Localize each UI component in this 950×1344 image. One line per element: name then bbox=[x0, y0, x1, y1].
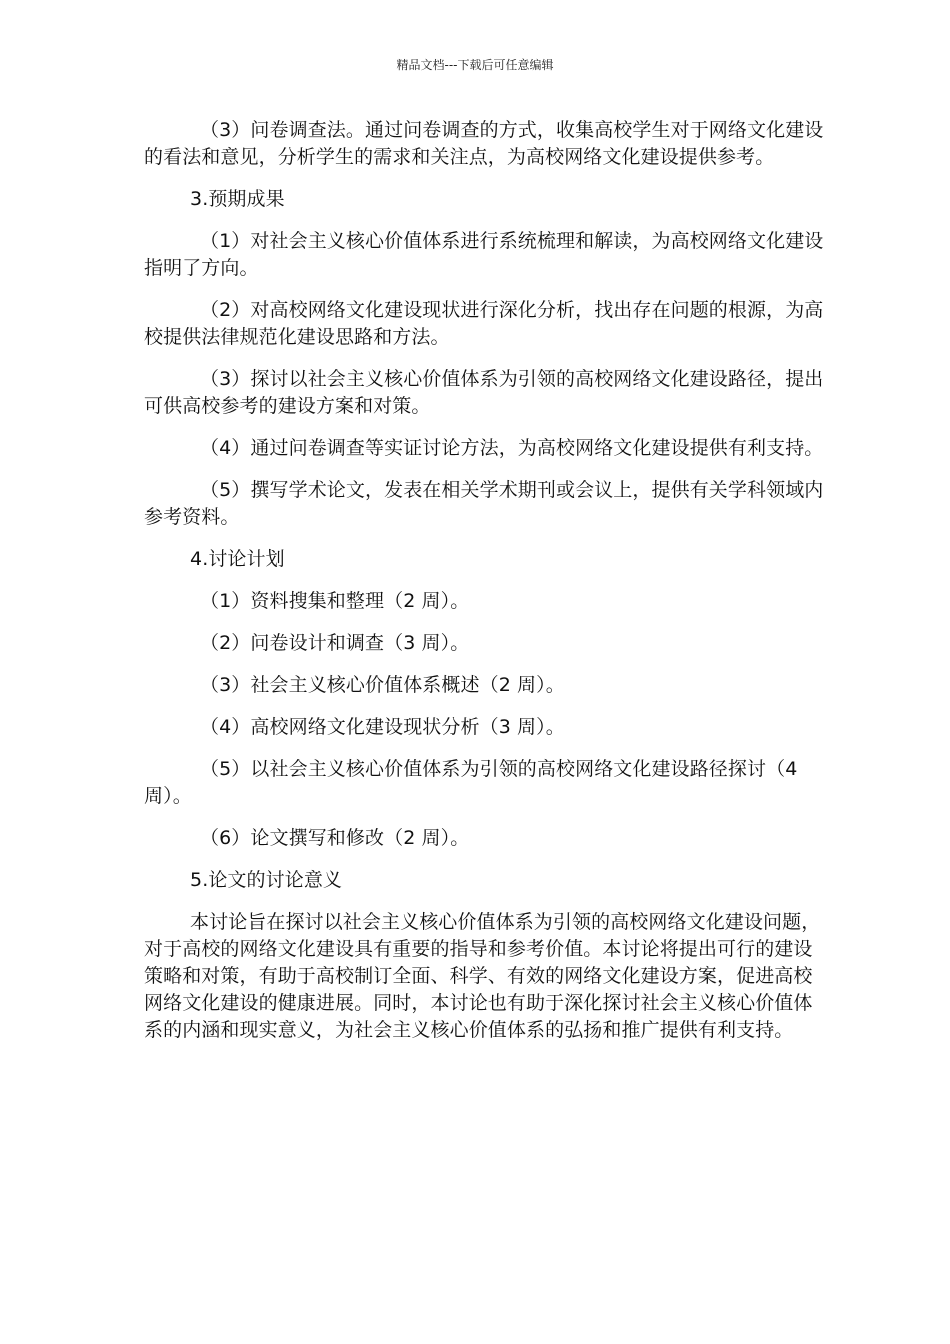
plan-item-6: （6）论文撰写和修改（2 周）。 bbox=[200, 827, 470, 849]
paragraph-expected-3: （3）探讨以社会主义核心价值体系为引领的高校网络文化建设路径，提出可供高校参考的建设方案和对策。 bbox=[144, 368, 824, 417]
section-heading-expected-results: 3.预期成果 bbox=[190, 188, 285, 210]
section-heading-significance: 5.论文的讨论意义 bbox=[190, 869, 343, 891]
plan-item-5: （5）以社会主义核心价值体系为引领的高校网络文化建设路径探讨（4 周）。 bbox=[144, 758, 798, 807]
plan-item-2: （2）问卷设计和调查（3 周）。 bbox=[200, 632, 470, 654]
paragraph-expected-4: （4）通过问卷调查等实证讨论方法，为高校网络文化建设提供有利支持。 bbox=[200, 437, 824, 459]
paragraph-method-3: （3）问卷调查法。通过问卷调查的方式，收集高校学生对于网络文化建设的看法和意见，分析学生的需求和关注点，为高校网络文化建设提供参考。 bbox=[144, 119, 824, 168]
paragraph-expected-1: （1）对社会主义核心价值体系进行系统梳理和解读，为高校网络文化建设指明了方向。 bbox=[144, 230, 824, 279]
paragraph-significance: 本讨论旨在探讨以社会主义核心价值体系为引领的高校网络文化建设问题，对于高校的网络文化建设具有重要的指导和参考价值。本讨论将提出可行的建设策略和对策，有助于高校制订全面、科学、有效的网络文化建设方案，促进高校网络文化建设的健康进展。同时，本讨论也有助于深化探讨社会主义核心价值体系的内涵和现实意义，为社会主义核心价值体系的弘扬和推广提供有利支持。 bbox=[144, 911, 821, 1041]
plan-item-1: （1）资料搜集和整理（2 周）。 bbox=[200, 590, 470, 612]
paragraph-expected-2: （2）对高校网络文化建设现状进行深化分析，找出存在问题的根源，为高校提供法律规范化建设思路和方法。 bbox=[144, 299, 824, 348]
section-heading-plan: 4.讨论计划 bbox=[190, 548, 285, 570]
document-body bbox=[144, 117, 824, 1059]
paragraph-expected-5: （5）撰写学术论文，发表在相关学术期刊或会议上，提供有关学科领域内参考资料。 bbox=[144, 479, 824, 528]
plan-item-3: （3）社会主义核心价值体系概述（2 周）。 bbox=[200, 674, 565, 696]
page-header: 精品文档---下载后可任意编辑 bbox=[396, 58, 554, 72]
plan-item-4: （4）高校网络文化建设现状分析（3 周）。 bbox=[200, 716, 565, 738]
